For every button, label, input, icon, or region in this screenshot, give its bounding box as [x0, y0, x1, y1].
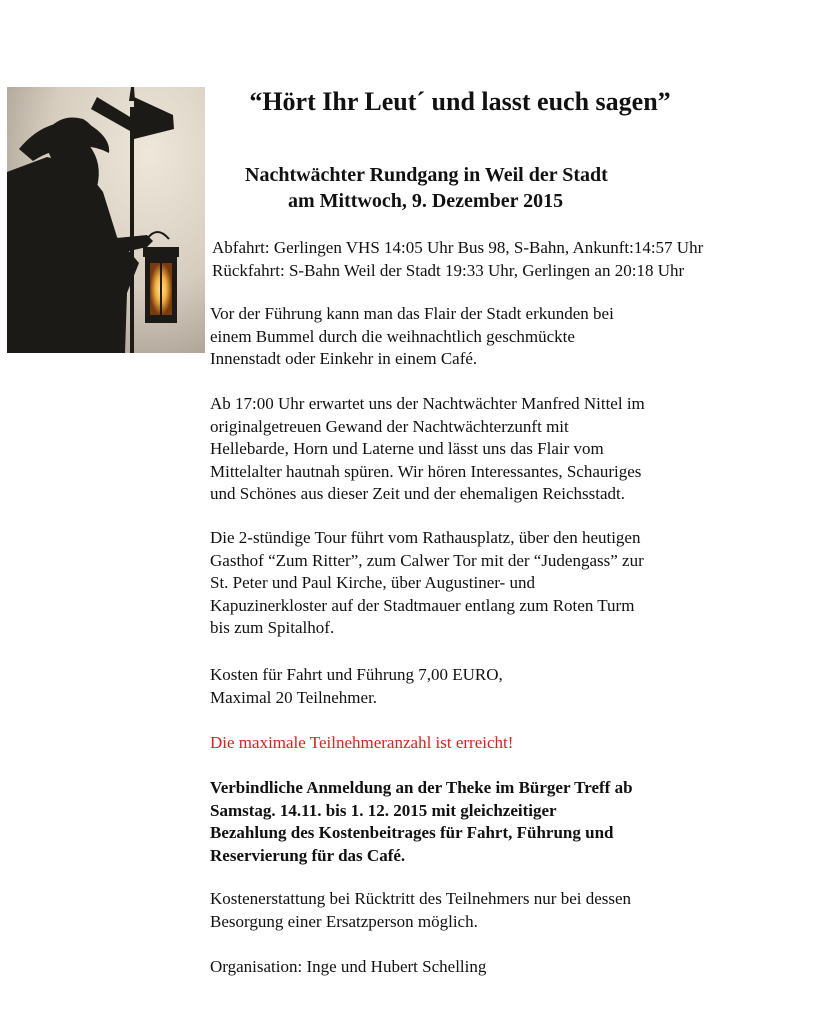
headline: “Hört Ihr Leut´ und lasst euch sagen”	[249, 87, 671, 116]
subheadline-title: Nachtwächter Rundgang in Weil der Stadt	[245, 164, 608, 186]
tour-line: bis zum Spitalhof.	[210, 618, 335, 637]
refund-line: Kostenerstattung bei Rücktritt des Teilnehmers nur bei dessen	[210, 889, 632, 908]
return-line: Rückfahrt: S-Bahn Weil der Stadt 19:33 Uhr, Gerlingen an 20:18 Uhr	[212, 260, 685, 280]
guide-line: originalgetreuen Gewand der Nachtwächterzunft mit	[210, 416, 569, 436]
costs-line: Maximal 20 Teilnehmer.	[210, 687, 378, 707]
subheadline	[245, 162, 608, 214]
guide-line: Hellebarde, Horn und Laterne und lässt uns das Flair vom	[210, 439, 604, 458]
tour-line: Die 2-stündige Tour führt vom Rathausplatz, über den heutigen	[210, 528, 641, 547]
registration-line: Reservierung für das Café.	[210, 845, 406, 865]
costs-line: Kosten für Fahrt und Führung 7,00 EURO,	[210, 665, 503, 684]
full-notice-text: Die maximale Teilnehmeranzahl ist erreicht!	[210, 733, 514, 752]
registration-line: Bezahlung des Kostenbeitrages für Fahrt, Führung und	[210, 823, 614, 842]
guide-line: und Schönes aus dieser Zeit und der ehemaligen Reichsstadt.	[210, 484, 625, 503]
tour-line: Kapuzinerkloster auf der Stadtmauer entlang zum Roten Turm	[210, 595, 635, 615]
intro-line: Innenstadt oder Einkehr in einem Café.	[210, 349, 478, 368]
intro-paragraph	[210, 303, 614, 371]
refund-line: Besorgung einer Ersatzperson möglich.	[210, 911, 478, 931]
registration-line: Samstag. 14.11. bis 1. 12. 2015 mit gleichzeitiger	[210, 800, 557, 820]
guide-line: Mittelalter hautnah spüren. Wir hören Interessantes, Schauriges	[210, 461, 642, 481]
registration-line: Verbindliche Anmeldung an der Theke im Bürger Treff ab	[210, 778, 633, 797]
departure-line: Abfahrt: Gerlingen VHS 14:05 Uhr Bus 98, S-Bahn, Ankunft:14:57 Uhr	[212, 238, 704, 257]
night-watchman-photo	[7, 87, 205, 353]
subheadline-date: am Mittwoch, 9. Dezember 2015	[288, 190, 564, 212]
intro-line: Vor der Führung kann man das Flair der Stadt erkunden bei	[210, 304, 614, 323]
guide-paragraph	[210, 393, 645, 506]
travel-info	[212, 237, 703, 282]
organizer-line	[210, 956, 486, 979]
tour-line: St. Peter und Paul Kirche, über Augustiner- und	[210, 573, 535, 592]
tour-line: Gasthof “Zum Ritter”, zum Calwer Tor mit der “Judengass” zur	[210, 550, 644, 570]
tour-paragraph	[210, 527, 644, 640]
costs-paragraph	[210, 664, 503, 709]
intro-line: einem Bummel durch die weihnachtlich geschmückte	[210, 326, 575, 346]
full-notice	[210, 732, 513, 755]
refund-paragraph	[210, 888, 631, 933]
registration-paragraph	[210, 777, 633, 867]
guide-line: Ab 17:00 Uhr erwartet uns der Nachtwächter Manfred Nittel im	[210, 394, 645, 413]
organizer-text: Organisation: Inge und Hubert Schelling	[210, 957, 487, 976]
